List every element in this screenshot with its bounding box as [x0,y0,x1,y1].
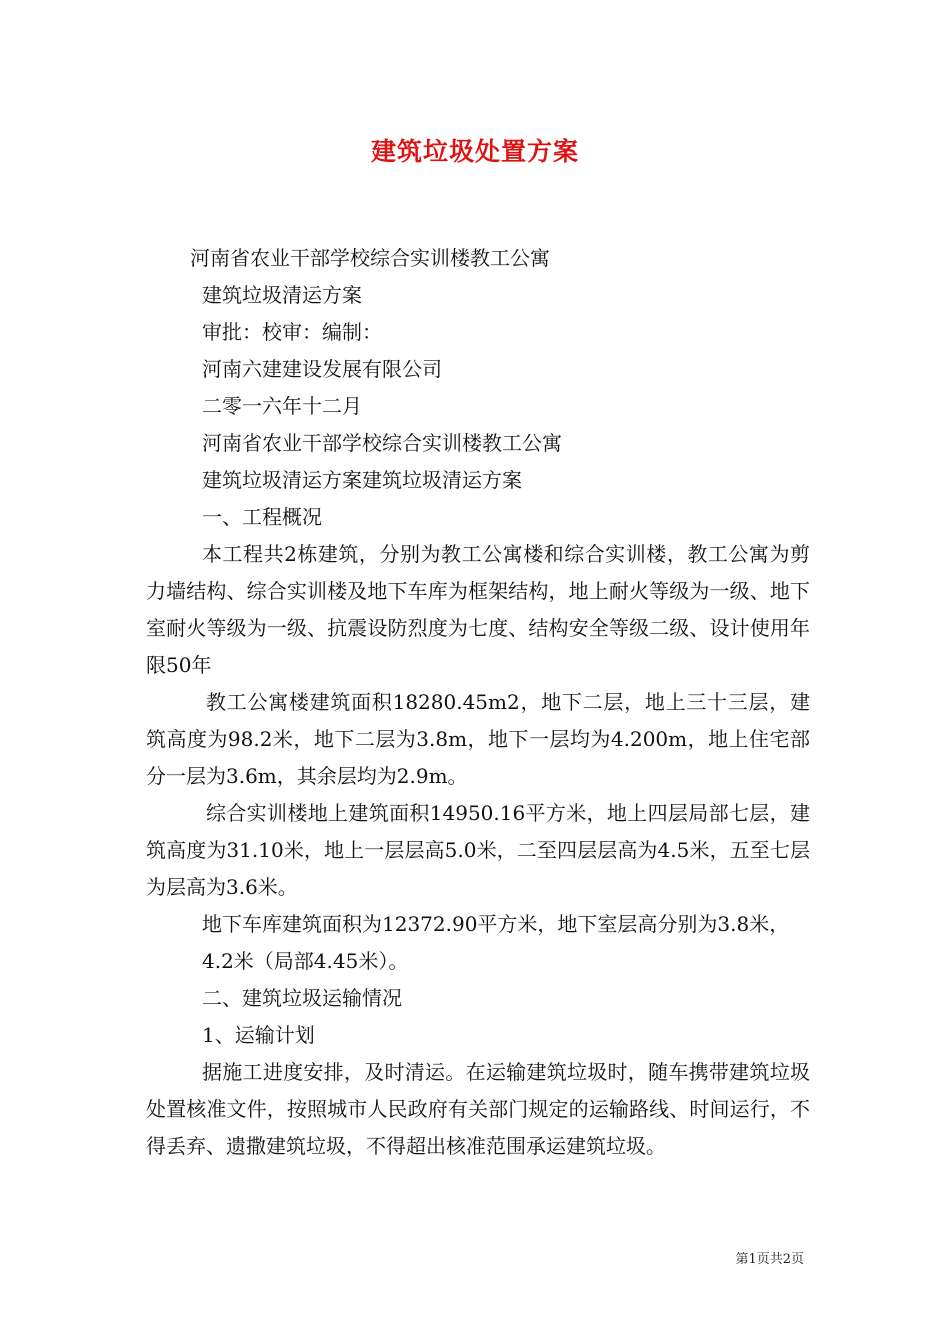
text-line: 河南省农业干部学校综合实训楼教工公寓 [202,431,562,455]
document-title: 建筑垃圾处置方案 [370,137,579,166]
text-line: 河南六建建设发展有限公司 [202,357,442,381]
section-heading: 二、建筑垃圾运输情况 [202,986,402,1010]
paragraph: 教工公寓楼建筑面积18280.45m2，地下二层，地上三十三层，建筑高度为98.2米，地下二层为3.8m，地下一层均为4.200m，地上住宅部分一层为3.6m，其余层均为2.9m。 [146,690,810,788]
text-line: 二零一六年十二月 [202,394,362,418]
document-body [146,240,810,1165]
subsection-heading: 1、运输计划 [202,1023,315,1047]
page-number: 第1页共2页 [735,1252,804,1267]
paragraph: 综合实训楼地上建筑面积14950.16平方米，地上四层局部七层，建筑高度为31.10米，地上一层层高5.0米，二至四层层高为4.5米，五至七层为层高为3.6米。 [146,801,810,899]
text-line: 建筑垃圾清运方案 [202,283,362,307]
text-line: 审批：校审：编制： [202,320,382,344]
text-line: 4.2米（局部4.45米）。 [202,949,409,973]
text-line: 建筑垃圾清运方案建筑垃圾清运方案 [202,468,522,492]
paragraph: 地下车库建筑面积为12372.90平方米，地下室层高分别为3.8米， [202,912,790,936]
section-heading: 一、工程概况 [202,505,322,529]
paragraph: 本工程共2栋建筑，分别为教工公寓楼和综合实训楼，教工公寓为剪力墙结构、综合实训楼及地下车库为框架结构，地上耐火等级为一级、地下室耐火等级为一级、抗震设防烈度为七度、结构安全等级二级、设计使用年限50年 [146,542,810,677]
text-line: 河南省农业干部学校综合实训楼教工公寓 [190,246,550,270]
paragraph: 据施工进度安排，及时清运。在运输建筑垃圾时，随车携带建筑垃圾处置核准文件，按照城市人民政府有关部门规定的运输路线、时间运行，不得丢弃、遗撒建筑垃圾，不得超出核准范围承运建筑垃圾。 [146,1060,810,1158]
